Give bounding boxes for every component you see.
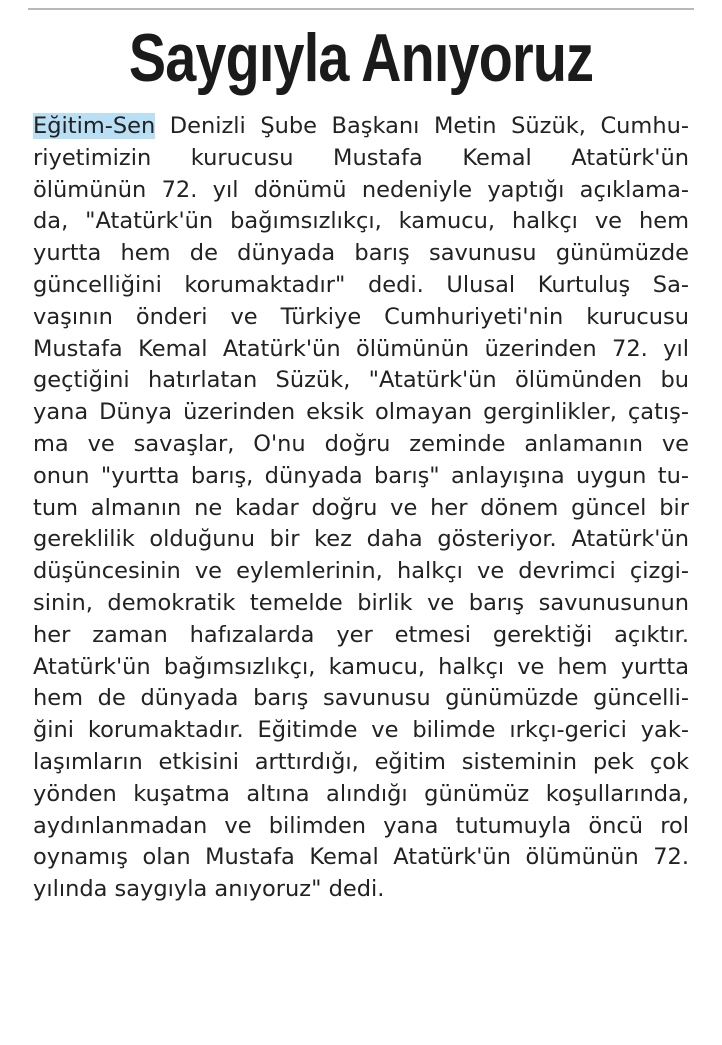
article-line: hem de dünyada barış savunusu günümüzde güncelli- [33,685,689,712]
article-line: yurtta hem de dünyada barış savunusu günümüzde [33,240,689,267]
article-line: yılında saygıyla anıyoruz" dedi. [33,876,385,903]
article-line: ma ve savaşlar, O'nu doğru zeminde anlamanın ve [33,430,689,457]
article-line-text: Denizli Şube Başkanı Metin Süzük, Cumhu- [155,113,689,139]
article-line: laşımların etkisini arttırdığı, eğitim sisteminin pek çok [33,748,689,775]
article-line: ğini korumaktadır. Eğitimde ve bilimde ırkçı-gerici yak- [33,717,689,744]
article-line: da, "Atatürk'ün bağımsızlıkçı, kamucu, halkçı ve hem [33,208,689,235]
article-line: riyetimizin kurucusu Mustafa Kemal Atatürk'ün [33,144,689,171]
article-line: gereklilik olduğunu bir kez daha gösteriyor. Atatürk'ün [33,526,689,553]
article-line: güncelliğini korumaktadır" dedi. Ulusal Kurtuluş Sa- [33,271,689,298]
article-line: sinin, demokratik temelde birlik ve barış savunusunun [33,589,689,616]
article-line: yana Dünya üzerinden eksik olmayan gerginlikler, çatış- [33,399,689,426]
article-line: yönden kuşatma altına alındığı günümüz koşullarında, [33,780,689,807]
article-line: her zaman hafızalarda yer etmesi gerektiği açıktır. [33,621,689,648]
article-line: Atatürk'ün bağımsızlıkçı, kamucu, halkçı ve hem yurtta [33,653,689,680]
article-line: vaşının önderi ve Türkiye Cumhuriyeti'nin kurucusu [33,303,689,330]
article-line: aydınlanmadan ve bilimden yana tutumuyla öncü rol [33,812,689,839]
headline: Saygıyla Anıyoruz [128,20,594,96]
top-divider [28,8,694,10]
article-line: Mustafa Kemal Atatürk'ün ölümünün üzerinden 72. yıl [33,335,689,362]
article-line: oynamış olan Mustafa Kemal Atatürk'ün ölümünün 72. [33,844,689,871]
article-line: düşüncesinin ve eylemlerinin, halkçı ve devrimci çizgi- [33,558,689,585]
highlighted-term: Eğitim-Sen [33,113,156,139]
article-line: tum almanın ne kadar doğru ve her dönem güncel bir [33,494,689,521]
article-line: onun "yurtta barış, dünyada barış" anlayışına uygun tu- [33,462,689,489]
article-body [33,111,689,906]
article-line: ölümünün 72. yıl dönümü nedeniyle yaptığı açıklama- [33,176,689,203]
article-line [33,111,689,143]
article-line: geçtiğini hatırlatan Süzük, "Atatürk'ün ölümünden bu [33,367,689,394]
